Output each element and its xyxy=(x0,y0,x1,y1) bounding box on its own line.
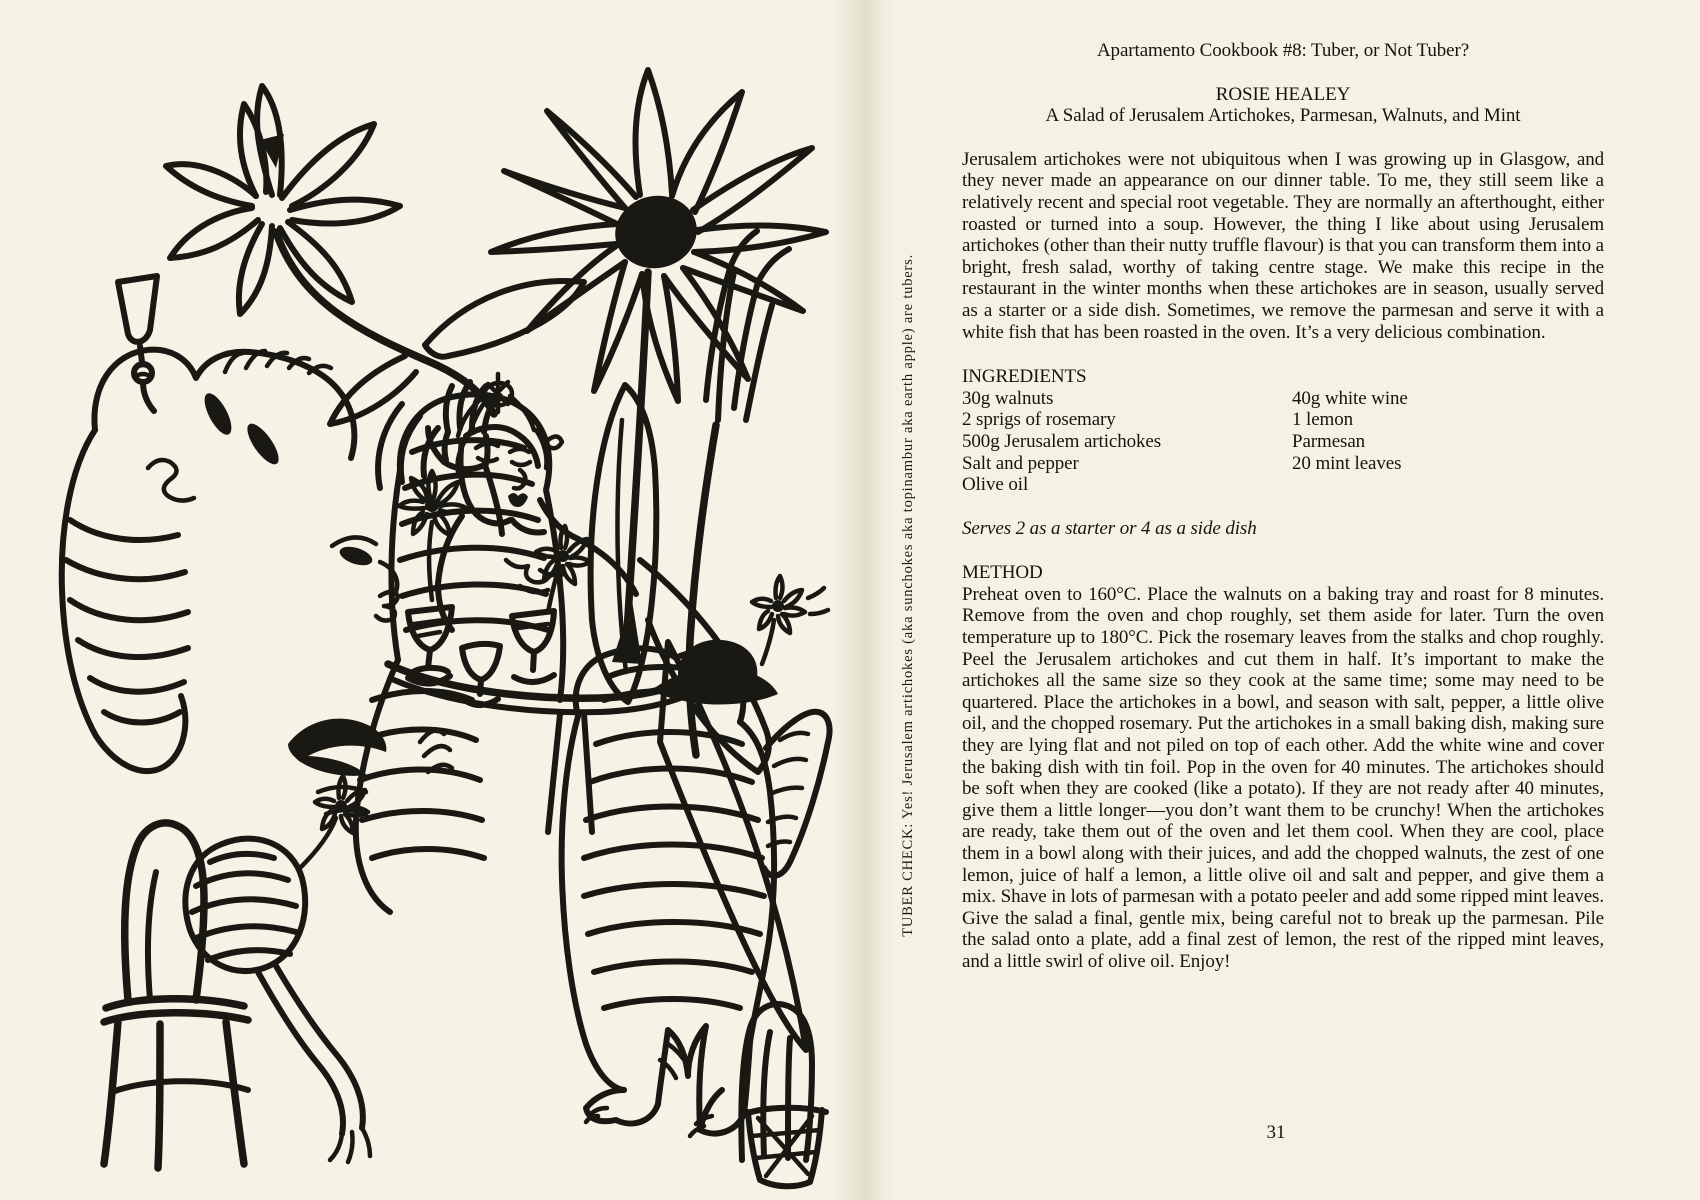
tuber-check-sidenote xyxy=(893,255,923,935)
ingredients-column-1 xyxy=(962,388,1292,496)
byline-block xyxy=(962,84,1604,127)
lily-flower-drawing xyxy=(166,86,584,424)
left-tuber-creature-drawing xyxy=(62,276,563,912)
ingredients-column-2 xyxy=(1292,388,1604,496)
sidenote-text: TUBER CHECK: Yes! Jerusalem artichokes (aka sunchokes aka topinambur aka earth apple) are tubers. xyxy=(899,253,916,937)
serves-note: Serves 2 as a starter or 4 as a side dish xyxy=(962,517,1257,539)
recipe-title: A Salad of Jerusalem Artichokes, Parmesan, Walnuts, and Mint xyxy=(1045,105,1521,127)
ingredient-item: Salt and pepper xyxy=(962,452,1079,474)
recipe-page-content xyxy=(962,40,1604,973)
page-title: Apartamento Cookbook #8: Tuber, or Not Tuber? xyxy=(1096,40,1470,61)
ingredient-item: 30g walnuts xyxy=(962,387,1054,409)
ingredient-item: Olive oil xyxy=(962,474,1029,496)
ingredients-list xyxy=(962,388,1604,496)
ingredient-item: Parmesan xyxy=(1292,430,1366,452)
method-paragraph: Preheat oven to 160°C. Place the walnuts on a baking tray and roast for 8 minutes. Remove from the oven and chop roughly, set them aside for later. Turn the oven temperature up to 180°C. Pick the rosemary leaves from the stalks and chop roughly. Peel the Jerusalem artichokes and cut them in half. It’s important to make the artichokes all the same size so they cook at the same time; some may need to be quartered. Place the artichokes in a bowl, and season with salt, pepper, a little olive oil, and the chopped rosemary. Put the artichokes in a small baking dish, making sure they are lying flat and not piled on top of each other. Add the white wine and cover the baking dish with tin foil. Pop in the oven for 40 minutes. The artichokes should be soft when they are cooked (like a potato). If they are not ready after 40 minutes, give them a little longer—you don’t want them to be crunchy! When the artichokes are ready, take them out of the oven and let them cool. When they are cool, place them in a bowl along with their juices, and add the chopped walnuts, the zest of one lemon, juice of half a lemon, a little olive oil and salt and pepper, and give them a mix. Shave in lots of parmesan with a potato peeler and add some ripped mint leaves. Give the salad a final, gentle mix, being careful not to break up the parmesan. Pile the salad onto a plate, add a final zest of lemon, the rest of the ripped mint leaves, and a little swirl of olive oil. Enjoy! xyxy=(962,583,1604,972)
page-number: 31 xyxy=(1266,1122,1286,1143)
ingredient-item: 1 lemon xyxy=(1292,409,1354,431)
ingredient-item: 500g Jerusalem artichokes xyxy=(962,430,1162,452)
ingredient-item: 20 mint leaves xyxy=(1292,452,1402,474)
author-name: ROSIE HEALEY xyxy=(1215,83,1351,105)
reclining-tuber-drawing xyxy=(185,776,370,1162)
ingredient-item: 40g white wine xyxy=(1292,387,1408,409)
method-heading: METHOD xyxy=(962,562,1043,584)
intro-paragraph: Jerusalem artichokes were not ubiquitous when I was growing up in Glasgow, and they never made an appearance on our dinner table. To me, they still seem like a relatively recent and special root vegetable. They are normally an afterthought, either roasted or turned into a soup. However, the thing I like about using Jerusalem artichokes (other than their nutty truffle flavour) is that you can transform them into a bright, fresh salad, worthy of taking centre stage. We make this recipe in the restaurant in the winter months when these artichokes are in season, usually served as a starter or a side dish. Sometimes, we remove the parmesan and serve it with a white fish that has been roasted in the oven. It’s a very delicious combination. xyxy=(962,148,1604,343)
ingredients-heading: INGREDIENTS xyxy=(962,366,1087,388)
ingredient-item: 2 sprigs of rosemary xyxy=(962,409,1116,431)
